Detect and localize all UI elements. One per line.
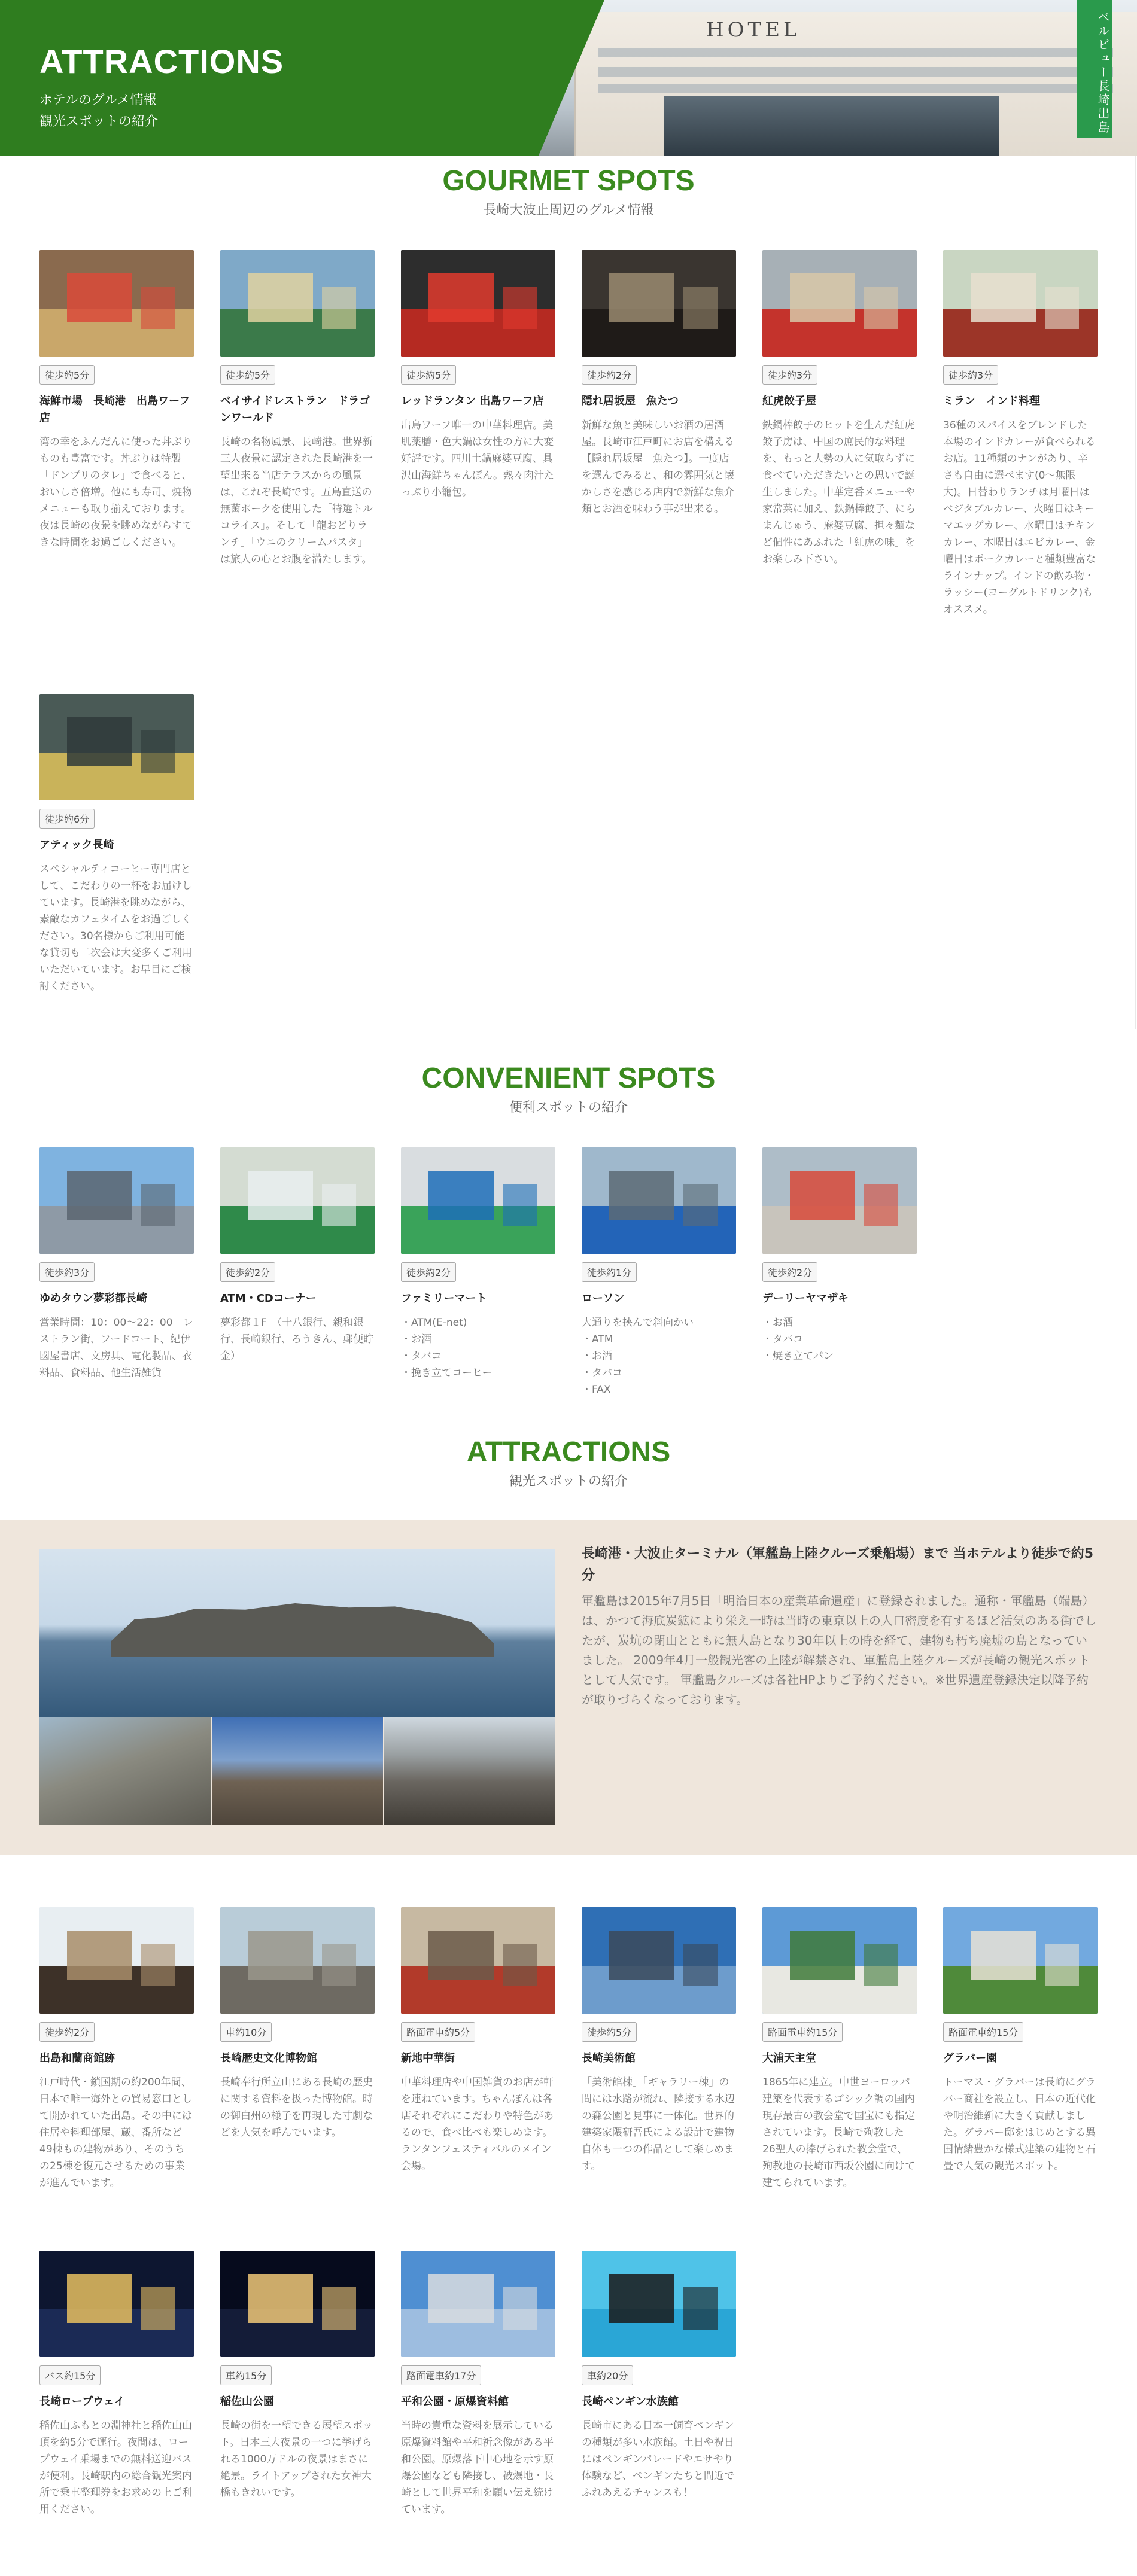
spot-name: ベイサイドレストラン ドラゴンワールド [220,395,370,424]
spot-photo [762,250,917,357]
spot-name: アティック長崎 [39,839,114,851]
access-time-badge: 徒歩約3分 [762,365,817,385]
section-subtitle: 長崎大波止周辺のグルメ情報 [483,203,654,218]
spot-description: 稲佐山ふもとの淵神社と稲佐山山頂を約5分で運行。夜間は、ロープウェイ乗場までの無料送迎バスが便利。長崎駅内の総合観光案内所で乗車整理券をお求めの上ご利用ください。 [39,2420,192,2516]
spot-card [401,250,555,501]
spot-description: ・ATM(E-net) ・お酒 ・タバコ ・挽き立てコーヒー [401,1317,493,1379]
spot-photo [401,1147,555,1254]
spot-photo [220,250,375,357]
spot-card [220,2251,375,2501]
section-title: GOURMET SPOTS [442,165,695,197]
spot-card [220,250,375,568]
spot-name: 長崎歴史文化博物館 [220,2052,317,2065]
access-time-badge: バス約15分 [39,2365,101,2385]
spot-card [943,250,1098,618]
access-time-badge: 徒歩約5分 [582,2022,637,2042]
feature-description: 軍艦島は2015年7月5日「明治日本の産業革命遺産」に登録されました。通称・軍艦島（端島）は、かつて海底炭鉱により栄え一時は当時の東京以上の人口密度を有するほど活気のある街でしたが、炭坑の閉山とともに無人島となり30年以上の時を経て、建物も朽ち廃墟の島となっていました。 2009年4月一般観光客の上陸が解禁され、軍艦島上陸クルーズが長崎の観光スポットとして人気です。 軍艦島クルーズは各社HPよりご予約ください。※世界遺産登録決定以降予約が取りづらくなっております。 [582,1594,1096,1707]
ruins-photo-1 [39,1717,211,1825]
ruins-photo-3 [384,1717,555,1825]
spot-name: ATM・CDコーナー [220,1292,317,1305]
spot-name: デーリーヤマザキ [762,1292,849,1305]
spot-photo [582,1147,736,1254]
spot-description: 長崎の街を一望できる展望スポット。日本三大夜景の一つに挙げられる1000万ドルの夜景はまさに絶景。ライトアップされた女神大橋もきれいです。 [220,2420,373,2499]
section-title: ATTRACTIONS [466,1436,671,1468]
spot-description: 1865年に建立。中世ヨーロッパ建築を代表するゴシック調の国内現存最古の教会堂で国宝にも指定されています。長崎で殉教した26聖人の捧げられた教会堂で、殉教地の長崎市西坂公園に向けて建てられています。 [762,2076,915,2189]
spot-description: 当時の貴重な資料を展示している原爆資料館や平和祈念像がある平和公園。原爆落下中心地を示す原爆公園なども隣接し、被爆地・長崎として世界平和を願い伝え続けています。 [401,2420,554,2516]
spot-photo [39,250,194,357]
spot-card [220,1907,375,2141]
spot-card [762,1147,917,1365]
hero-header [0,0,1137,156]
spot-name: 長崎ロープウェイ [39,2395,125,2408]
access-time-badge: 徒歩約2分 [220,1262,275,1282]
spot-description: 中華料理店や中国雑貨のお店が軒を連ねています。ちゃんぽんは各店それぞれにこだわりや特色があるので、食べ比べも楽しめます。ランタンフェスティバルのメイン会場。 [401,2076,554,2172]
spot-name: 大浦天主堂 [762,2052,816,2065]
hotel-sign: HOTEL [706,18,801,42]
spot-photo [582,250,736,357]
spot-photo [401,2251,555,2357]
spot-description: スペシャルティコーヒー専門店として、こだわりの一杯をお届けしています。長崎港を眺めながら、素敵なカフェタイムをお過ごしください。30名様からご利用可能な貸切も二次会は大変多くご利用いただいています。お早目にご検討ください。 [39,863,192,992]
spot-card [401,1907,555,2175]
access-time-badge: 徒歩約2分 [762,1262,817,1282]
section-title: CONVENIENT SPOTS [421,1062,716,1094]
spot-name: 稲佐山公園 [220,2395,274,2408]
spot-name: 新地中華街 [401,2052,455,2065]
spot-description: 長崎の名物風景、長崎港。世界新三大夜景に認定された長崎港を一望出来る当店テラスからの風景は、これぞ長崎です。五島直送の無菌ポークを使用した「特選トルコライス」。そして「龍おどりランチ」「ウニのクリームパスタ」は旅人の心とお腹を満たします。 [220,436,373,565]
spot-name: グラバー園 [943,2052,997,2065]
spot-photo [401,1907,555,2014]
spot-name: レッドランタン 出島ワーフ店 [401,395,544,407]
spot-name: 出島和蘭商館跡 [39,2052,115,2065]
spot-name: ローソン [582,1292,625,1305]
spot-photo [220,1907,375,2014]
spot-card [762,250,917,568]
access-time-badge: 徒歩約3分 [943,365,998,385]
spot-photo [762,1147,917,1254]
spot-description: 大通りを挟んで斜向かい ・ATM ・お酒 ・タバコ ・FAX [582,1317,694,1396]
spot-photo [220,2251,375,2357]
section-subtitle: 便利スポットの紹介 [509,1100,628,1115]
spot-card [401,2251,555,2518]
gunkanjima-feature [0,1520,1137,1855]
access-time-badge: 徒歩約1分 [582,1262,637,1282]
spot-name: 長崎美術館 [582,2052,636,2065]
access-time-badge: 徒歩約2分 [582,365,637,385]
spot-card [582,250,736,517]
spot-description: 出島ワーフ唯一の中華料理店。美肌薬膳・色大鍋は女性の方に大変好評です。四川土鍋麻婆豆腐、具沢山海鮮ちゃんぽん。熱々肉汁たっぷり小籠包。 [401,419,555,498]
page-subtitle: ホテルのグルメ情報 観光スポットの紹介 [39,93,159,129]
spot-name: ゆめタウン夢彩都長崎 [39,1292,147,1305]
divider [1135,156,1136,1029]
access-time-badge: 徒歩約6分 [39,809,95,829]
convenient-section-heading [0,1062,1137,1116]
ruins-photo-2 [212,1717,383,1825]
access-time-badge: 徒歩約5分 [401,365,456,385]
access-time-badge: 徒歩約3分 [39,1262,95,1282]
spot-photo [762,1907,917,2014]
spot-photo [582,2251,736,2357]
spot-description: 新鮮な魚と美味しいお酒の居酒屋。長崎市江戸町にお店を構える【隠れ居坂屋 魚たつ】。一度店を選んでみると、和の雰囲気と懐かしさを感じる店内で新鮮な魚介類とお酒を味わう事が出来る。 [582,419,734,515]
spot-name: ファミリーマート [401,1292,487,1305]
spot-description: 鉄鍋棒餃子のヒットを生んだ紅虎餃子房は、中国の庶民的な料理を、もっと大勢の人に気取らずに食べていただきたいとの思いで誕生しました。中華定番メニューや家常菜に加え、鉄鍋棒餃子、にらまんじゅう、麻婆豆腐、担々麺など個性にあふれた「紅虎の味」をお楽しみ下さい。 [762,419,916,565]
access-time-badge: 車約15分 [220,2365,272,2385]
spot-description: 夢彩都１F （十八銀行、親和銀行、長崎銀行、ろうきん、郵便貯金） [220,1317,374,1362]
feature-heading: 長崎港・大波止ターミナル（軍艦島上陸クルーズ乗船場）まで 当ホテルより徒歩で約5分 [582,1546,1094,1583]
spot-card [582,2251,736,2501]
spot-description: 営業時間：10：00〜22：00 レストラン街、フードコート、紀伊國屋書店、文房具、電化製品、衣料品、食料品、他生活雑貨 [39,1317,193,1379]
spot-photo [39,694,194,800]
spot-card [39,1907,194,2191]
hotel-banner: ベルビュー長崎出島 [1077,0,1112,138]
spot-card [762,1907,917,2191]
spot-photo [39,1907,194,2014]
spot-card [39,694,194,995]
spot-card [943,1907,1098,2175]
access-time-badge: 車約10分 [220,2022,272,2042]
access-time-badge: 徒歩約5分 [39,365,95,385]
spot-photo [220,1147,375,1254]
spot-photo [943,1907,1098,2014]
gourmet-section-heading [0,165,1137,218]
spot-photo [401,250,555,357]
spot-card [220,1147,375,1365]
spot-name: 平和公園・原爆資料館 [401,2395,509,2408]
spot-card [582,1147,736,1398]
spot-photo [943,250,1098,357]
spot-name: 海鮮市場 長崎港 出島ワーフ店 [39,395,190,424]
spot-name: 紅虎餃子屋 [762,395,816,407]
spot-description: 湾の幸をふんだんに使った丼ぶりものも豊富です。丼ぶりは特製「ドンブリのタレ」で食べると、おいしさ倍増。他にも寿司、焼物メニューも取り揃えております。夜は長崎の夜景を眺めながらすてきな時間をお過ごしください。 [39,436,193,549]
spot-card [401,1147,555,1381]
access-time-badge: 路面電車約5分 [401,2022,475,2042]
spot-description: トーマス・グラバーは長崎にグラバー商社を設立し、日本の近代化や明治維新に大きく貢献しました。グラバー邸をはじめとする異国情緒豊かな様式建築の建物と石畳で人気の観光スポット。 [943,2076,1096,2172]
access-time-badge: 路面電車約17分 [401,2365,481,2385]
spot-card [39,250,194,551]
spot-description: 「美術館棟」「ギャラリー棟」の間には水路が流れ、隣接する水辺の森公園と見事に一体化。世界的建築家隈研吾氏による設計で建物自体も一つの作品として楽しめます。 [582,2076,735,2172]
spot-card [39,1147,194,1381]
spot-description: 長崎奉行所立山にある長崎の歴史に関する資料を扱った博物館。時の御白州の様子を再現した寸劇などを人気を呼んでいます。 [220,2076,373,2139]
access-time-badge: 徒歩約2分 [39,2022,95,2042]
spot-description: 江戸時代・鎖国期の約200年間、日本で唯一海外との貿易窓口として開かれていた出島。その中には住居や料理部屋、蔵、番所など49棟もの建物があり、そのうちの25棟を復元させるための事業が進んでいます。 [39,2076,192,2189]
spot-description: 長崎市にある日本一飼育ペンギンの種類が多い水族館。土日や祝日にはペンギンパレードやエサやり体験など、ペンギンたちと間近でふれあえるチャンスも！ [582,2420,734,2499]
spot-photo [39,1147,194,1254]
spot-name: 隠れ居坂屋 魚たつ [582,395,679,407]
spot-name: 長崎ペンギン水族館 [582,2395,679,2408]
attractions-section-heading [0,1436,1137,1490]
gunkanjima-photo [39,1549,555,1825]
section-subtitle: 観光スポットの紹介 [509,1474,628,1489]
spot-photo [39,2251,194,2357]
access-time-badge: 路面電車約15分 [762,2022,843,2042]
spot-card [39,2251,194,2518]
access-time-badge: 徒歩約2分 [401,1262,456,1282]
access-time-badge: 路面電車約15分 [943,2022,1023,2042]
spot-description: 36種のスパイスをブレンドした本場のインドカレーが食べられるお店。11種類のナンがあり、辛さも自由に選べます(0〜無限大)。日替わりランチは月曜日はベジタブルカレー、火曜日はキーマエッグカレー、水曜日はチキンカレー、木曜日はエビカレー、金曜日はポークカレーと種類豊富なラインナップ。インドの飲み物・ラッシー(ヨーグルトドリンク)もオススメ。 [943,419,1096,616]
page-title: ATTRACTIONS [39,42,284,80]
spot-photo [582,1907,736,2014]
access-time-badge: 車約20分 [582,2365,633,2385]
spot-name: ミラン インド料理 [943,395,1040,407]
access-time-badge: 徒歩約5分 [220,365,275,385]
spot-description: ・お酒 ・タバコ ・焼き立てパン [762,1317,834,1362]
spot-card [582,1907,736,2175]
